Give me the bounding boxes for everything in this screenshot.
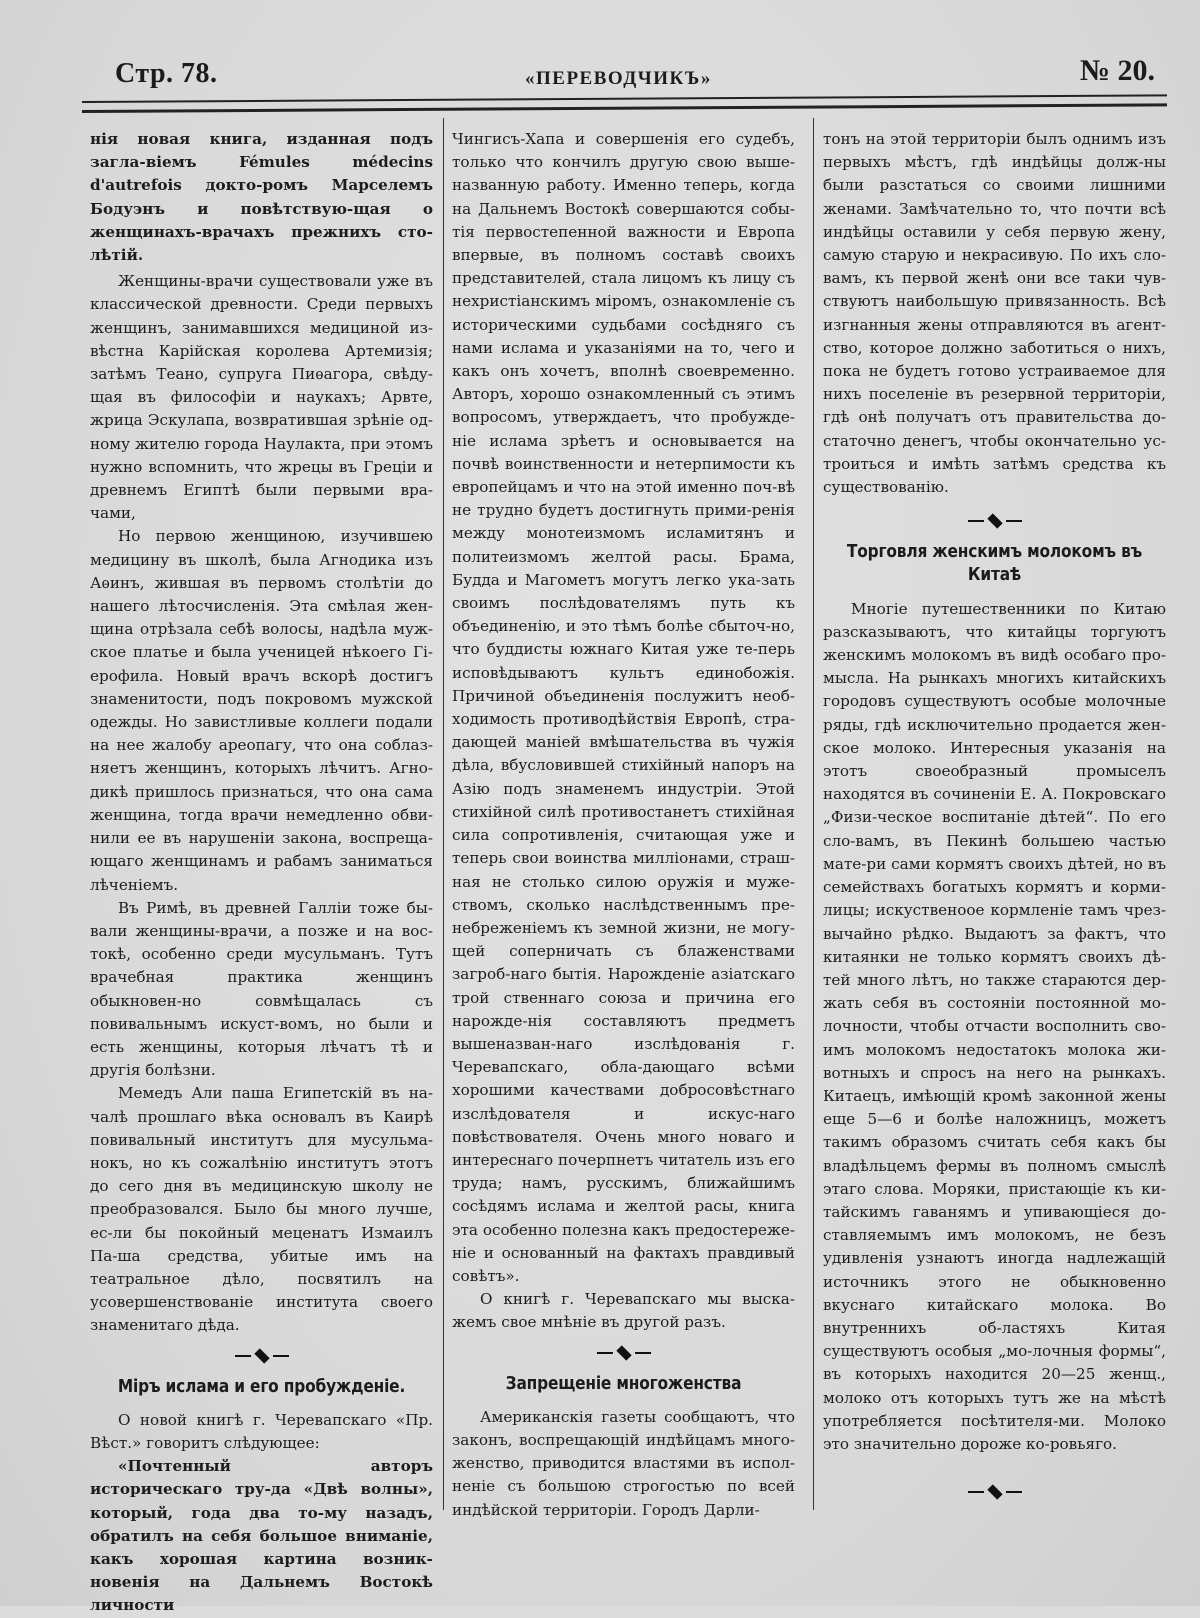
article-paragraph: нія новая книга, изданная подъ загла-віемъ Fémules médecins d'autrefois докто-ромъ Марселемъ Бодуэнъ и повѣтствую-щая о женщинахъ-врачахъ прежнихъ сто-лѣтій. (90, 130, 433, 265)
section-ornament (823, 1478, 1166, 1506)
diamond-icon (254, 1348, 269, 1363)
column-3 (823, 128, 1166, 1510)
section-ornament (90, 1342, 433, 1370)
section-ornament (452, 1339, 795, 1367)
diamond-icon (987, 1484, 1002, 1499)
header-rule-top (82, 94, 1167, 103)
ornament-dash (597, 1352, 613, 1354)
ornament-dash (1006, 520, 1022, 522)
column-1 (90, 128, 433, 1618)
ornament-dash (968, 520, 984, 522)
article-paragraph: Мемедъ Али паша Египетскій въ на-чалѣ прошлаго вѣка основалъ въ Каирѣ повивальный институтъ для мусульма-нокъ, но къ сожалѣнію институтъ этотъ до сего дня въ медицинскую школу не преобразовался. Было бы много лучше, ес-ли бы покойный меценатъ Измаилъ Па-ша средства, убитые имъ на театральное дѣло, посвятилъ на усовершенствованіе института своего знаменитаго дѣда. (90, 1084, 433, 1335)
column-2 (452, 128, 795, 1522)
article-paragraph: Но первою женщиною, изучившею медицину въ школѣ, была Агнодика изъ Аѳинъ, жившая въ первомъ столѣтіи до нашего лѣтосчисленія. Эта смѣлая жен-щина отрѣзала себѣ волосы, надѣла муж-ское платье и была ученицей нѣкоего Гі-ерофила. Новый врачъ вскорѣ достигъ знаменитости, подъ покровомъ мужской одежды. Но завистливые коллеги подали на нее жалобу ареопагу, что она соблаз-няетъ женщинъ, которыхъ лѣчитъ. Агно-дикѣ пришлось признаться, что она сама женщина, тогда врачи немедленно обви-нили ее въ нарушеніи закона, воспреща-ющаго женщинамъ и рабамъ заниматься лѣченіемъ. (90, 527, 433, 894)
diamond-icon (987, 514, 1002, 529)
section-ornament (823, 507, 1166, 535)
article-paragraph: О книгѣ г. Черевапскаго мы выска-жемъ свое мнѣніе въ другой разъ. (452, 1290, 795, 1332)
ornament-dash (968, 1491, 984, 1493)
issue-number: № 20. (1079, 54, 1155, 87)
diamond-icon (616, 1345, 631, 1360)
masthead-title: «ПЕРЕВОДЧИКЪ» (525, 68, 712, 89)
article-paragraph: Чингисъ-Хапа и совершенія его судебъ, только что кончилъ другую свою выше-названную работу. Именно теперь, когда на Дальнемъ Востокѣ совершаются собы-тія первостепенной важности и Европа впервые, въ полномъ составѣ своихъ представителей, стала лицомъ къ лицу съ нехристіанскимъ міромъ, ознакомленіе съ историческими судьбами сосѣдняго съ нами ислама и указаніями на то, чего и какъ онъ хочетъ, вполнѣ своевременно. Авторъ, хорошо ознакомленный съ этимъ вопросомъ, утверждаетъ, что пробужде-ніе ислама зрѣетъ и основывается на почвѣ воинственности и нетерпимости къ европейцамъ и что на этой именно поч-вѣ не трудно будетъ достигнуть прими-ренія между монотеизмомъ исламитянъ и политеизмомъ желтой расы. Брама, Будда и Магометъ могутъ легко ука-зать своимъ послѣдователямъ путь къ объединенію, и это тѣмъ болѣе сбыточ-но, что буддисты южнаго Китая уже те-перь исповѣдываютъ культъ единобожія. Причиной объединенія послужитъ необ-ходимость противодѣйствія Европѣ, стра-дающей маніей вмѣшательства въ чужія дѣла, вбусловившей стихійный напоръ на Азію подъ знаменемъ индустріи. Этой стихійной силѣ противостанетъ стихійная сила сопротивленія, считающая уже и теперь свои воинства милліонами, страш-ная не столько силою оружія и муже-ствомъ, сколько наслѣдственнымъ пре-небреженіемъ къ земной жизни, не могу-щей соперничать съ блаженствами загроб-наго бытія. Нарожденіе азіатскаго трой ственнаго союза и причина его нарожде-нія составляютъ предметъ вышеназван-наго изслѣдованія г. Черевапскаго, обла-дающаго всѣми хорошими качествами добросовѣстнаго изслѣдователя и искус-наго повѣствователя. Очень много новаго и интереснаго почерпнетъ читатель изъ его труда; намъ, русскимъ, ближайшимъ сосѣдямъ ислама и желтой расы, книга эта особенно полезна какъ предостереже-ніе и основанный на фактахъ правдивый совѣтъ». (452, 130, 795, 1285)
ornament-dash (273, 1355, 289, 1357)
article-paragraph: Женщины-врачи существовали уже въ классической древности. Среди первыхъ женщинъ, занимавшихся медициной из-вѣстна Карійская королева Артемизія; затѣмъ Теано, супруга Пиѳагора, свѣду-щая въ философіи и наукахъ; Арвте, жрица Эскулапа, возвратившая зрѣніе од-ному жителю города Наулакта, при этомъ нужно вспомнить, что жрецы въ Греціи и древнемъ Египтѣ были первыми вра-чами, (90, 272, 433, 523)
column-divider (813, 118, 814, 1510)
header-rule-bottom (82, 103, 1167, 113)
page-header (95, 52, 1155, 92)
article-paragraph: О новой книгѣ г. Черевапскаго «Пр. Вѣст.» говоритъ слѣдующее: (90, 1410, 433, 1452)
article-paragraph: Многіе путешественники по Китаю разсказываютъ, что китайцы торгуютъ женскимъ молокомъ въ видѣ особаго про-мысла. На рынкахъ многихъ китайскихъ городовъ существуютъ особые молочные ряды, гдѣ исключительно продается жен-ское молоко. Интересныя указанія на этотъ своеобразный промыселъ находятся въ сочиненіи Е. А. Покровскаго „Физи-ческое воспитаніе дѣтей“. По его сло-вамъ, въ Пекинѣ большею частью мате-ри сами кормятъ своихъ дѣтей, но въ семействахъ богатыхъ кормятъ и корми-лицы; искуственоое кормленіе тамъ чрез-вычайно рѣдко. Выдаютъ за фактъ, что китаянки не только кормятъ своихъ дѣ-тей много лѣтъ, но также стараются дер-жать себя въ состояніи постоянной мо-лочности, чтобы отчасти восполнить сво-имъ молокомъ недостатокъ молока жи-вотныхъ и спросъ на него на рынкахъ. Китаецъ, имѣющій кромѣ законной жены еще 5—6 и болѣе наложницъ, можетъ такимъ образомъ считать себя какъ бы владѣльцемъ фермы въ полномъ смыслѣ этаго слова. Моряки, пристающіе къ ки-тайскимъ гаванямъ и упивающіеся до-ставляемымъ имъ молокомъ, не безъ удивленія узнаютъ иногда надлежащій источникъ этого не обыкновенно вкуснаго китайскаго молока. Во внутреннихъ об-ластяхъ Китая существуютъ особыя „мо-лочныя формы“, въ которыхъ находится 20—25 женщ., молоко отъ которыхъ тутъ же на мѣстѣ употребляется посѣтителя-ми. Молоко это значительно дороже ко-ровьяго. (823, 599, 1166, 1453)
article-paragraph: тонъ на этой территоріи былъ однимъ изъ первыхъ мѣстъ, гдѣ индѣйцы долж-ны были разстаться со своими лишними женами. Замѣчательно то, что почти всѣ индѣйцы оставили у себя первую жену, самую старую и некрасивую. По ихъ сло-вамъ, къ первой женѣ они все таки чув-ствуютъ наибольшую привязанность. Всѣ изгнанныя жены отправляются въ агент-ство, которое должно заботиться о нихъ, пока не будетъ готово устраиваемое для нихъ поселеніе въ резервной территоріи, гдѣ онѣ получатъ отъ правительства до-статочно денегъ, чтобы окончательно ус-троиться и имѣть затѣмъ средства къ существованію. (823, 130, 1166, 497)
ornament-dash (635, 1352, 651, 1354)
ornament-dash (235, 1355, 251, 1357)
article-heading: Міръ ислама и его пробужденіе. (117, 1376, 406, 1397)
page-number: Стр. 78. (115, 58, 218, 89)
article-paragraph: «Почтенный авторъ историческаго тру-да «Двѣ волны», который, года два то-му назадъ, обратилъ на себя большое вниманіе, какъ хорошая картина возник-новенія на Дальнемъ Востокѣ личности (90, 1457, 433, 1615)
column-divider (443, 118, 444, 1510)
article-heading: Торговля женскимъ молокомъ въ Китаѣ (846, 542, 1143, 586)
article-paragraph: Въ Римѣ, въ древней Галліи тоже бы-вали женщины-врачи, а позже и на вос-токѣ, особенно среди мусульманъ. Тутъ врачебная практика женщинъ обыкновен-но совмѣщалась съ повивальнымъ искуст-вомъ, но были и есть женщины, которыя лѣчатъ тѣ и другія болѣзни. (90, 898, 433, 1080)
article-paragraph: Американскія газеты сообщаютъ, что законъ, воспрещающій индѣйцамъ много-женство, приводится властями въ испол-неніе съ большою строгостью по всей индѣйской территоріи. Городъ Дарли- (452, 1407, 795, 1519)
article-heading: Запрещеніе многоженства (505, 1373, 742, 1394)
ornament-dash (1006, 1491, 1022, 1493)
